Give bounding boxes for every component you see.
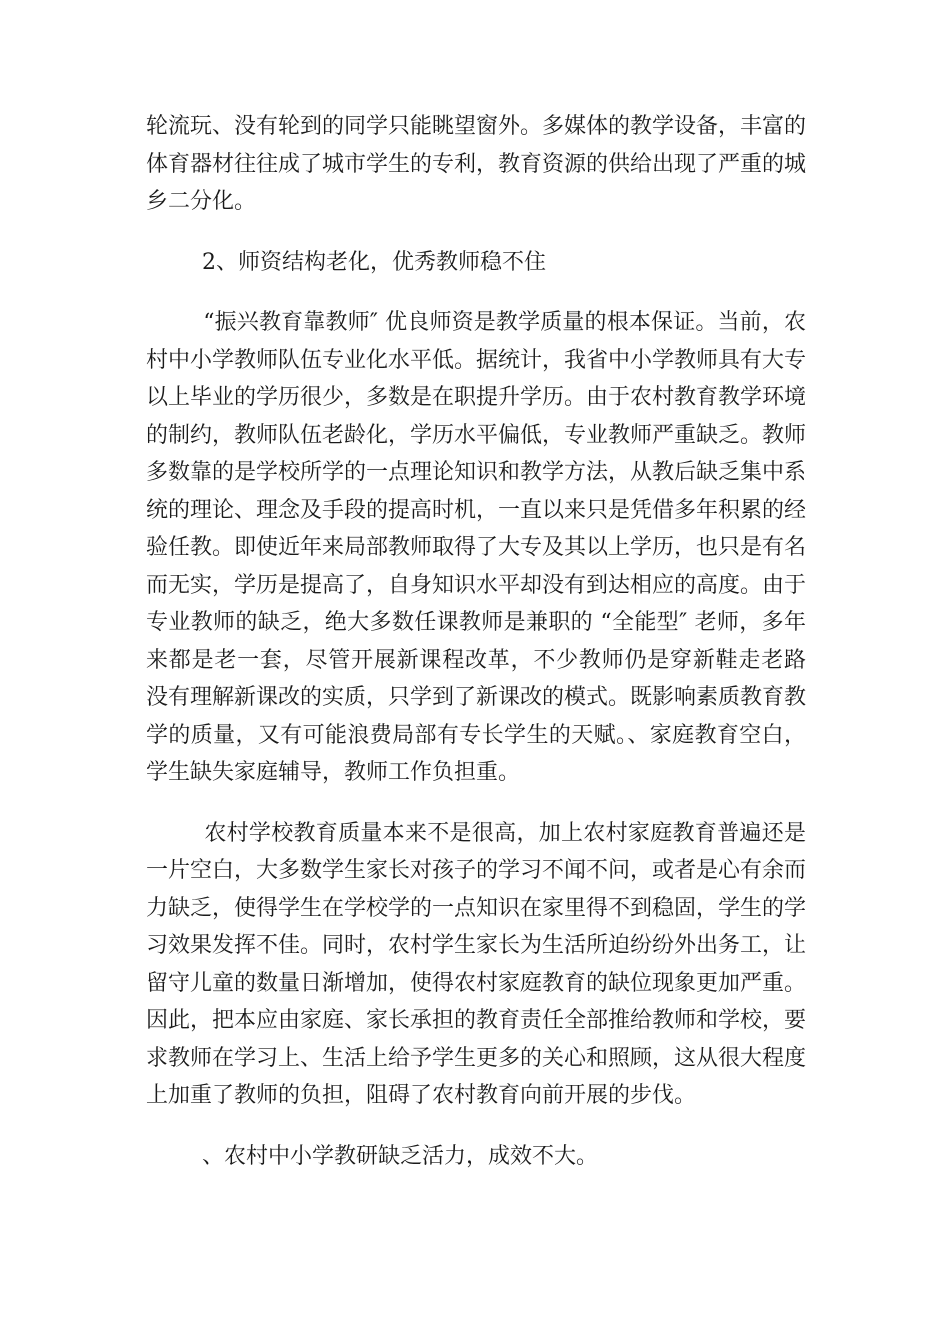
document-body <box>146 108 813 1175</box>
paragraph-teachers: “振兴教育靠教师″ 优良师资是教学质量的根本保证。当前，农村中小学教师队伍专业化水平低。据统计，我省中小学教师具有大专以上毕业的学历很少，多数是在职提升学历。由于农村教育教学环境的制约，教师队伍老龄化，学历水平偏低，专业教师严重缺乏。教师多数靠的是学校所学的一点理论知识和教学方法，从教后缺乏集中系统的理论、理念及手段的提高时机，一直以来只是凭借多年积累的经验任教。即使近年来局部教师取得了大专及其以上学历，也只是有名而无实，学历是提高了，自身知识水平却没有到达相应的高度。由于专业教师的缺乏，绝大多数任课教师是兼职的 “全能型″ 老师，多年来都是老一套，尽管开展新课程改革，不少教师仍是穿新鞋走老路 没有理解新课改的实质，只学到了新课改的模式。既影响素质教育教学的质量，又有可能浪费局部有专长学生的天赋。、家庭教育空白，学生缺失家庭辅导，教师工作负担重。 <box>146 310 813 785</box>
paragraph-continuation: 轮流玩、没有轮到的同学只能眺望窗外。多媒体的教学设备，丰富的体育器材往往成了城市学生的专利，教育资源的供给出现了严重的城乡二分化。 <box>146 114 807 214</box>
section-heading-teaching-research: 、农村中小学教研缺乏活力，成效不大。 <box>146 1143 598 1169</box>
section-heading-teacher-structure: 2、师资结构老化，优秀教师稳不住 <box>146 249 546 275</box>
paragraph-family-education: 农村学校教育质量本来不是很高，加上农村家庭教育普遍还是一片空白，大多数学生家长对孩子的学习不闻不问，或者是心有余而力缺乏，使得学生在学校学的一点知识在家里得不到稳固，学生的学习效果发挥不佳。同时，农村学生家长为生活所迫纷纷外出务工，让留守儿童的数量日渐增加，使得农村家庭教育的缺位现象更加严重。因此，把本应由家庭、家长承担的教育责任全部推给教师和学校，要求教师在学习上、生活上给予学生更多的关心和照顾，这从很大程度上加重了教师的负担，阻碍了农村教育向前开展的步伐。 <box>146 820 807 1108</box>
